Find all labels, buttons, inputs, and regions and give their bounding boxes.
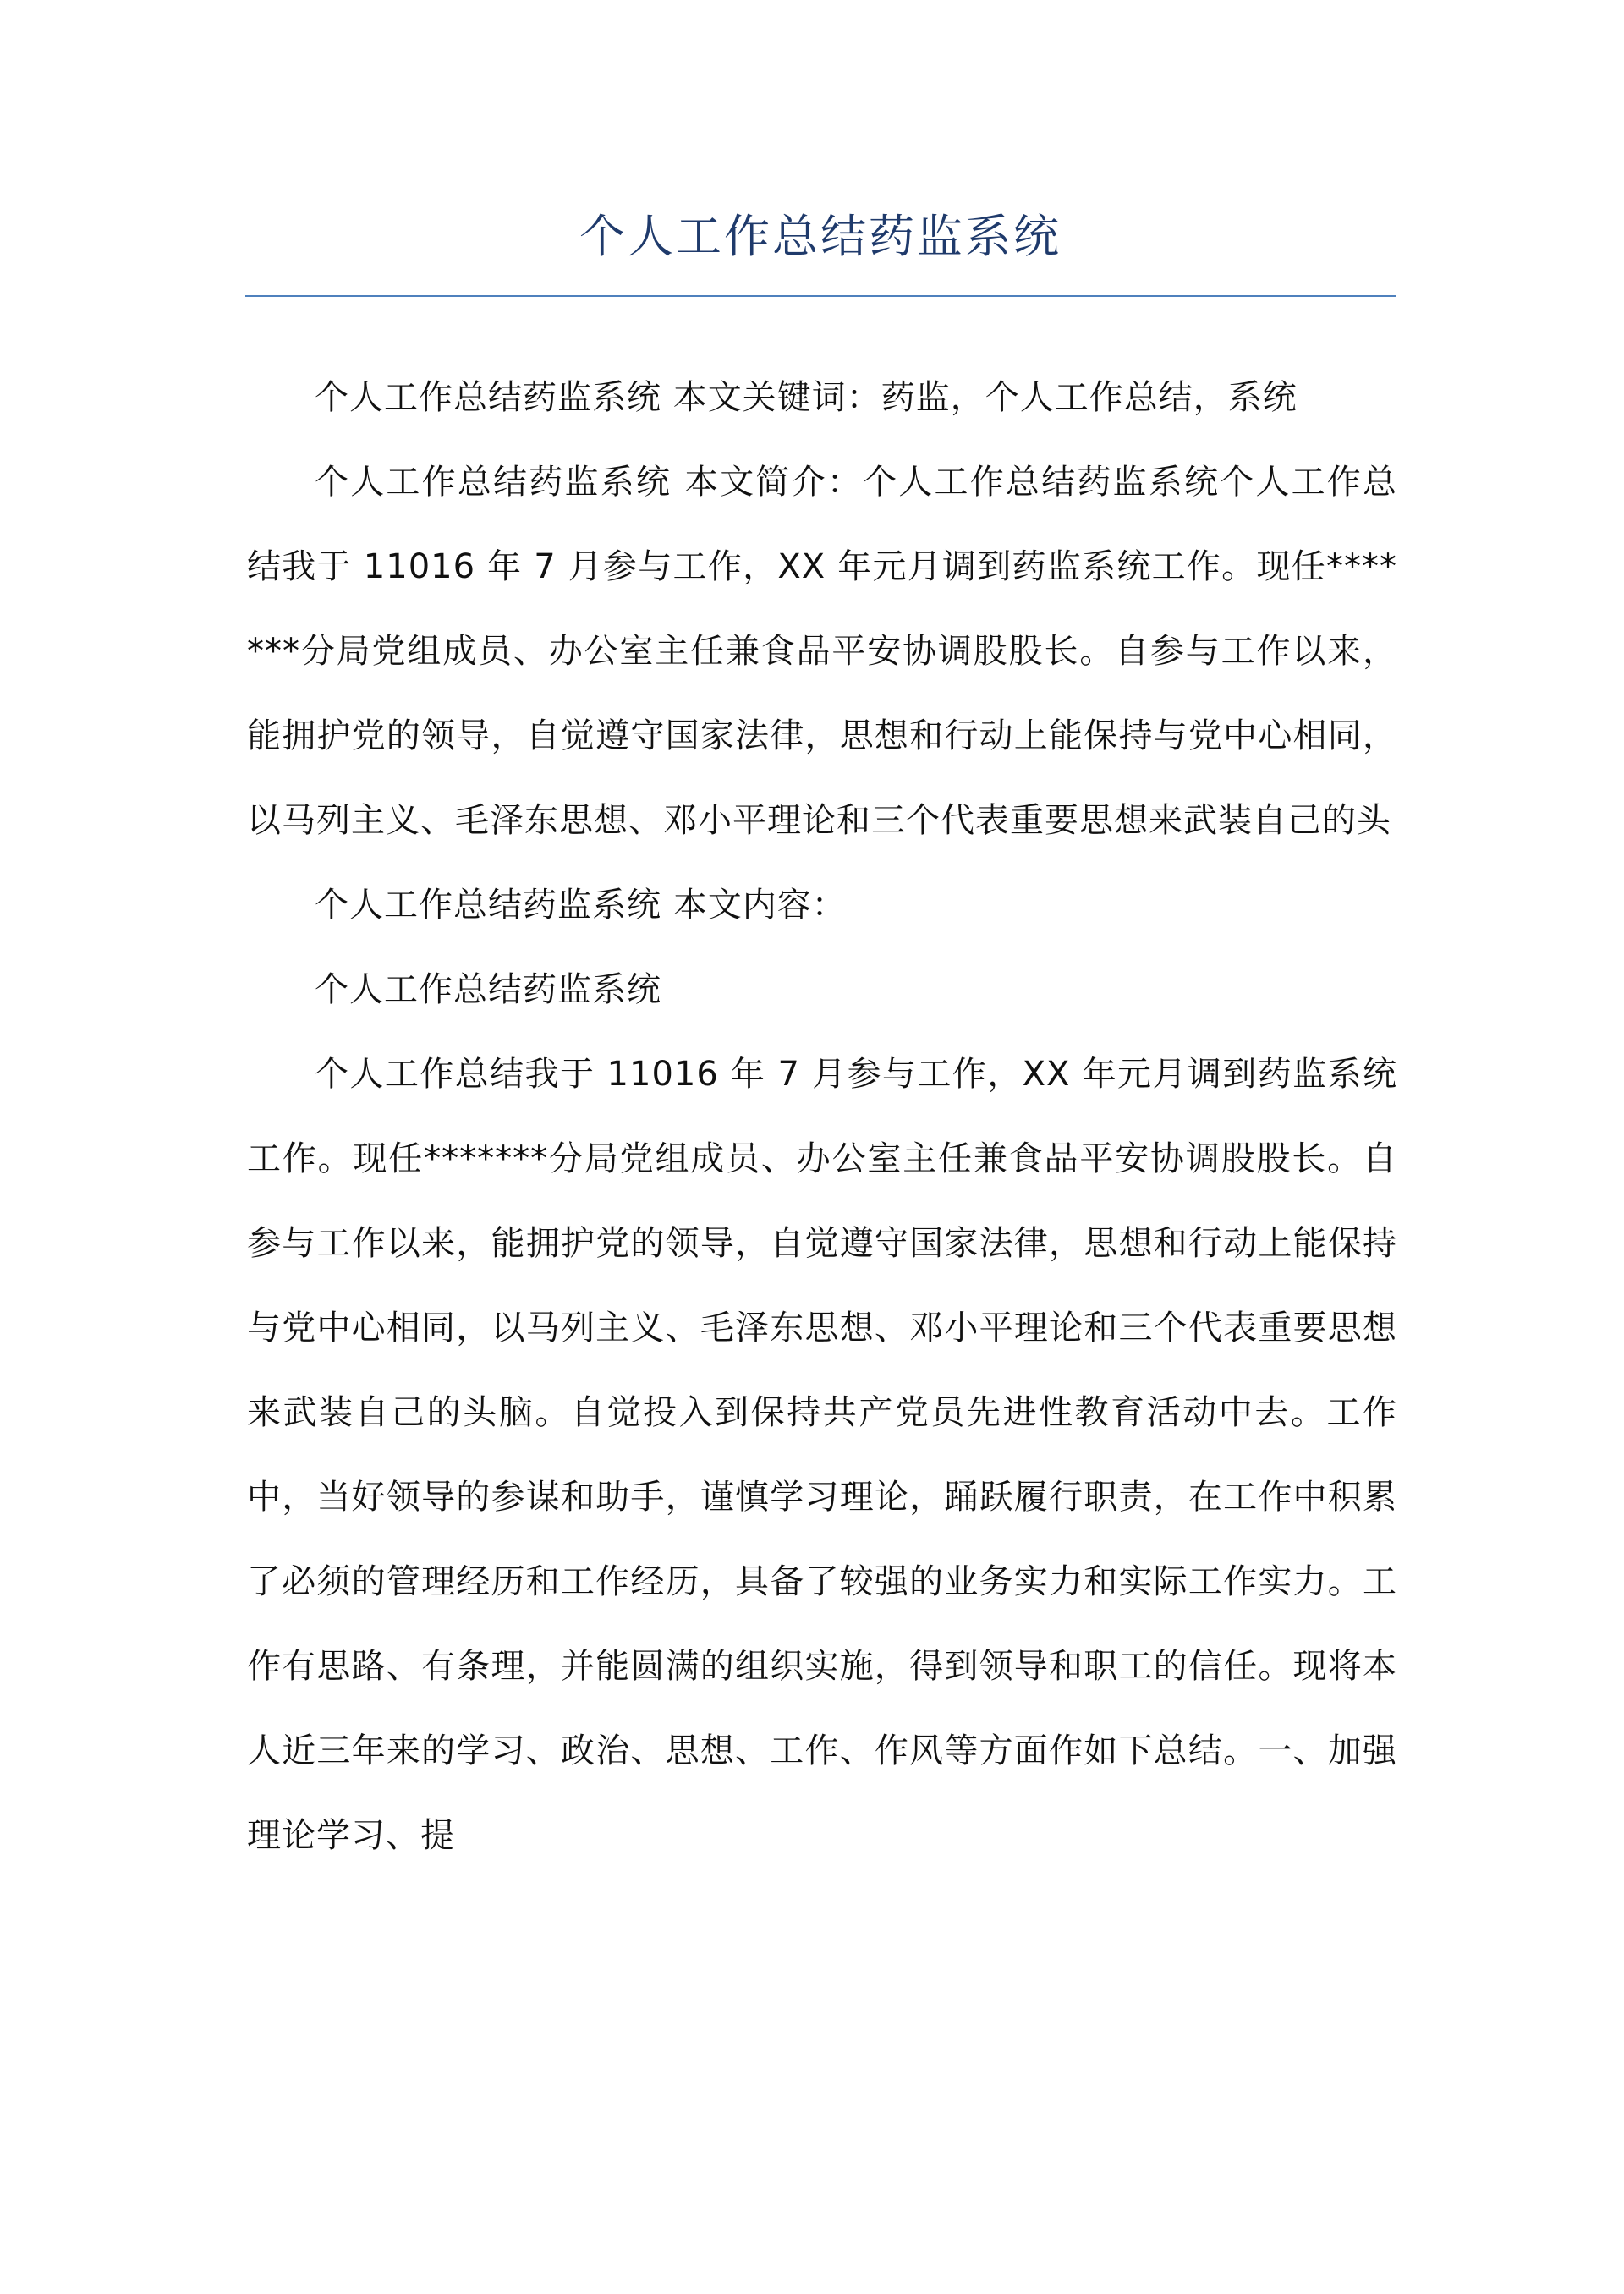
document-title: 个人工作总结药监系统: [579, 210, 1062, 263]
keywords-paragraph: 个人工作总结药监系统 本文关键词：药监，个人工作总结，系统: [315, 378, 1298, 417]
content-label-paragraph: 个人工作总结药监系统 本文内容：: [315, 886, 847, 925]
document-body: [247, 355, 1397, 1878]
summary-paragraph: 个人工作总结药监系统 本文简介：个人工作总结药监系统个人工作总结我于 11016 年 7 月参与工作，XX 年元月调到药监系统工作。现任*******分局党组成员、办公室主任兼食品平安协调股股长。自参与工作以来，能拥护党的领导，自觉遵守国家法律，思想和行动上能保持与党中心相同，以马列主义、毛泽东思想、邓小平理论和三个代表重要思想来武装自己的头: [247, 463, 1397, 840]
section-heading-paragraph: 个人工作总结药监系统: [315, 970, 661, 1009]
main-content-paragraph: 个人工作总结我于 11016 年 7 月参与工作，XX 年元月调到药监系统工作。现任*******分局党组成员、办公室主任兼食品平安协调股股长。自参与工作以来，能拥护党的领导，自觉遵守国家法律，思想和行动上能保持与党中心相同，以马列主义、毛泽东思想、邓小平理论和三个代表重要思想来武装自己的头脑。自觉投入到保持共产党员先进性教育活动中去。工作中，当好领导的参谋和助手，谨慎学习理论，踊跃履行职责，在工作中积累了必须的管理经历和工作经历，具备了较强的业务实力和实际工作实力。工作有思路、有条理，并能圆满的组织实施，得到领导和职工的信任。现将本人近三年来的学习、政治、思想、工作、作风等方面作如下总结。一、加强理论学习、提: [247, 1055, 1397, 1855]
title-underline: [245, 295, 1396, 297]
